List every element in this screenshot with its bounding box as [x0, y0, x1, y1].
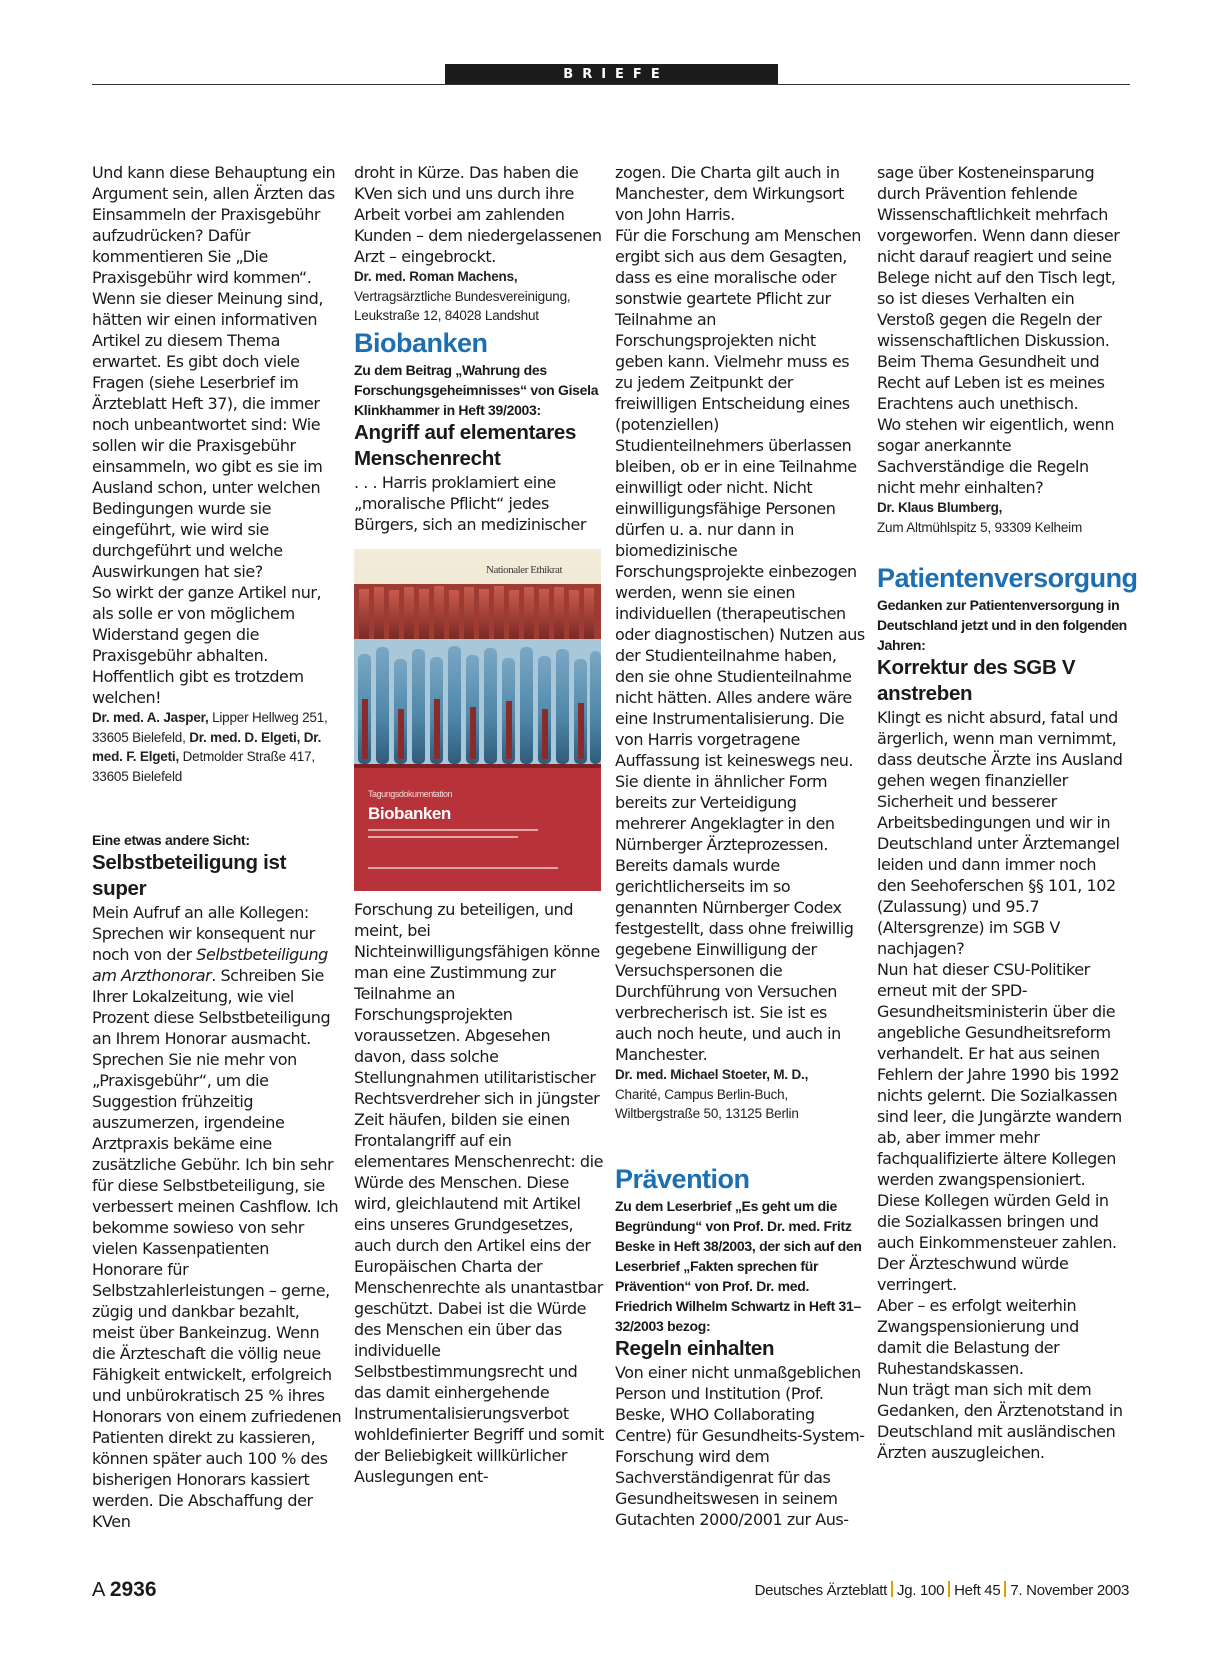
figure-title: Biobanken: [368, 803, 451, 823]
paragraph: Aber – es erfolgt weiterhin Zwangspensionierung und damit die Belastung der Ruhestandskassen.: [877, 1296, 1079, 1378]
letter-intro: Zu dem Beitrag „Wahrung des Forschungsgeheimnisses“ von Gisela Klinkhammer in Heft 39/2003:: [354, 361, 599, 418]
topic-heading: Patientenversorgung: [877, 563, 1138, 593]
column-2: [354, 162, 604, 1487]
paragraph: Wo stehen wir eigentlich, wenn sogar anerkannte Sachverständige die Regeln nicht mehr einhalten?: [877, 415, 1115, 497]
paragraph: . . . Harris proklamiert eine „moralische Pflicht“ jedes Bürgers, sich an medizinischer: [354, 472, 586, 534]
author-signature: Dr. med. Michael Stoeter, M. D., Charité, Campus Berlin-Buch, Wiltbergstraße 50, 13125 Berlin: [615, 1067, 809, 1121]
letter-headline: Selbstbeteiligung ist super: [92, 851, 287, 900]
topic-heading: Prävention: [615, 1163, 750, 1194]
section-tab: BRIEFE: [445, 64, 778, 85]
letter-intro: Gedanken zur Patientenversorgung in Deutschland jetzt und in den folgenden Jahren:: [877, 597, 1127, 653]
paragraph: Für die Forschung am Menschen ergibt sich aus dem Gesagten, dass es eine moralische oder sonstwie geartete Pflicht zur Teilnahme an Forschungsprojekten nicht geben kann. Vielmehr muss es zu jedem Zeitpunkt der freiwilligen Entscheidung eines (potenziellen) Studienteilnehmers überlassen bleiben, ob er in eine Teilnahme einwilligt oder nicht. Nicht einwilligungsfähige Personen dürfen u. a. nur dann in biomedizinische Forschungsprojekte einbezogen werden, wenn sie einen individuellen (therapeutischen oder diagnostischen) Nutzen aus der Studienteilnahme haben, den sie ohne Studienteilnahme nicht hätten. Alles andere wäre eine Instrumentalisierung. Die von Harris vorgetragene Auffassung ist keineswegs neu. Sie diente in ähnlicher Form bereits zur Verteidigung mehrerer Angeklagter in den Nürnberger Ärzteprozessen. Bereits damals wurde gerichtlicherseits im so genannten Nürnberger Codex festgestellt, dass ohne freiwillig gegebene Einwilligung der Versuchspersonen die Durchführung von Versuchen verbrecherisch ist. Sie ist es auch noch heute, und auch in Manchester.: [615, 226, 865, 1064]
paragraph: So wirkt der ganze Artikel nur, als solle er von möglichem Widerstand gegen die Praxisgebühr abhalten. Hoffentlich gibt es trotzdem welchen!: [92, 583, 322, 707]
journal-footer: [755, 1581, 1129, 1599]
paragraph: zogen. Die Charta gilt auch in Manchester, dem Wirkungsort von John Harris.: [615, 163, 844, 224]
paragraph: Klingt es nicht absurd, fatal und ärgerlich, wenn man vernimmt, dass deutsche Ärzte ins Ausland gehen wegen finanzieller Sicherheit und besserer Arbeitsbedingungen und wir in Deutschland unter Ärztemangel leiden und dann immer noch den Seehoferschen §§ 101, 102 (Zulassung) und 95.7 (Altersgrenze) im SGB V nachjagen?: [877, 708, 1123, 958]
footer-separator: [1004, 1581, 1006, 1597]
letter-intro: Eine etwas andere Sicht:: [92, 832, 250, 848]
topic-heading: Biobanken: [354, 327, 488, 358]
journal-volume: Jg. 100: [897, 1582, 945, 1599]
footer-separator: [948, 1581, 950, 1597]
paragraph: Nun trägt man sich mit dem Gedanken, den Ärztenotstand in Deutschland mit ausländischen Ärzten auszugleichen.: [877, 1380, 1123, 1462]
author-signature: Dr. med. A. Jasper, Lipper Hellweg 251, 33605 Bielefeld, Dr. med. D. Elgeti, Dr. med. F. Elgeti, Detmolder Straße 417, 33605 Bielefeld: [92, 710, 328, 784]
journal-issue: Heft 45: [954, 1582, 1001, 1599]
figure-sub-label: Tagungsdokumentation: [368, 788, 453, 799]
paragraph: Und kann diese Behauptung ein Argument sein, allen Ärzten das Einsammeln der Praxisgebühr aufzudrücken? Dafür kommentieren Sie „Die Praxisgebühr wird kommen“. Wenn sie dieser Meinung sind, hätten wir einen informativen Artikel zu diesem Thema erwartet. Es gibt doch viele Fragen (siehe Leserbrief im Ärzteblatt Heft 37), die immer noch unbeantwortet sind: Wie sollen wir die Praxisgebühr einsammeln, wo gibt es sie im Ausland schon, unter welchen Bedingungen wurde sie eingeführt, wie wird sie durchgeführt und welche Auswirkungen hat sie?: [92, 163, 336, 581]
footer-separator: [891, 1581, 893, 1597]
header-rule: [92, 84, 1130, 85]
author-signature: Dr. Klaus Blumberg, Zum Altmühlspitz 5, 93309 Kelheim: [877, 500, 1083, 535]
figure-publisher-label: Nationaler Ethikrat: [486, 563, 563, 576]
column-3: [615, 162, 865, 1530]
letter-headline: Angriff auf elementares Menschenrecht: [354, 420, 577, 470]
letter-headline: Regeln einhalten: [615, 1336, 775, 1360]
letter-intro: Zu dem Leserbrief „Es geht um die Begründung“ von Prof. Dr. med. Fritz Beske in Heft 38/2003, der sich auf den Leserbrief „Fakten sprechen für Prävention“ von Prof. Dr. med. Friedrich Wilhelm Schwartz in Heft 31–32/2003 bezog:: [615, 1197, 862, 1334]
paragraph: Forschung zu beteiligen, und meint, bei Nichteinwilligungsfähigen könne man eine Zustimmung zur Teilnahme an Forschungsprojekten voraussetzen. Abgesehen davon, dass solche Stellungnahmen utilitaristischer Rechtsverdreher sich in jüngster Zeit häufen, bilden sie einen Frontalangriff auf ein elementares Menschenrecht: die Würde des Menschen. Diese wird, gleichlautend mit Artikel eins unseres Grundgesetzes, auch durch den Artikel eins der Europäischen Charta der Menschenrechte als unantastbar geschützt. Dabei ist die Würde des Menschen ein über das individuelle Selbstbestimmungsrecht und das damit einhergehende Instrumentalisierungsverbot wohldefinierter Begriff und somit der Beliebigkeit willkürlicher Auslegungen ent-: [354, 899, 604, 1486]
journal-date: 7. November 2003: [1010, 1582, 1129, 1599]
author-signature: Dr. med. Roman Machens, Vertragsärztliche Bundesvereinigung, Leukstraße 12, 84028 Landshut: [354, 269, 571, 323]
journal-name: Deutsches Ärzteblatt: [754, 1582, 888, 1599]
letter-headline: Korrektur des SGB V anstreben: [877, 656, 1076, 705]
page-number: A 2936: [92, 1578, 157, 1601]
column-1: [92, 162, 342, 1532]
paragraph: Nun hat dieser CSU-Politiker erneut mit der SPD-Gesundheitsministerin über die angebliche Gesundheitsreform verhandelt. Er hat aus seinen Fehlern der Jahre 1990 bis 1992 nichts gelernt. Die Sozialkassen sind leer, die Jungärzte wandern ab, aber immer mehr fachqualifizierte ältere Kollegen werden zwangspensioniert. Diese Kollegen würden Geld in die Sozialkassen bringen und auch Einkommensteuer zahlen. Der Ärzteschwund würde verringert.: [877, 960, 1122, 1294]
paragraph: sage über Kosteneinsparung durch Prävention fehlende Wissenschaftlichkeit mehrfach vorgeworfen. Wenn dann dieser nicht darauf reagiert und seine Belege nicht auf den Tisch legt, so ist dieses Verhalten ein Verstoß gegen die Regeln der wissenschaftlichen Diskussion. Beim Thema Gesundheit und Recht auf Leben ist es meines Erachtens auch unethisch.: [877, 163, 1120, 413]
column-4: [877, 162, 1138, 1463]
paragraph: Mein Aufruf an alle Kollegen: Sprechen wir konsequent nur noch von der Selbstbeteiligung am Arzthonorar. Schreiben Sie Ihrer Lokalzeitung, wie viel Prozent diese Selbstbeteiligung an Ihrem Honorar ausmacht. Sprechen Sie nie mehr von „Praxisgebühr“, um die Suggestion frühzeitig auszumerzen, irgendeine Arztpraxis bekäme eine zusätzliche Gebühr. Ich bin sehr für diese Selbstbeteiligung, sie verbessert meinen Cashflow. Ich bekomme sowieso von sehr vielen Kassenpatienten Honorare für Selbstzahlerleistungen – gerne, zügig und dankbar bezahlt, meist über Bankeinzug. Wenn die Ärzteschaft die völlig neue Fähigkeit entwickelt, erfolgreich und unbürokratisch 25 % ihres Honorars von einem zufriedenen Patienten direkt zu kassieren, können später auch 100 % des bisherigen Honorars kassiert werden. Die Abschaffung der KVen: [92, 903, 342, 1531]
paragraph: Von einer nicht unmaßgeblichen Person und Institution (Prof. Beske, WHO Collaborating Centre) für Gesundheits-System-Forschung wird dem Sachverständigenrat für das Gesundheitswesen in seinem Gutachten 2000/2001 zur Aus-: [615, 1362, 865, 1529]
biobanken-cover-image: [354, 549, 601, 891]
paragraph: droht in Kürze. Das haben die KVen sich und uns durch ihre Arbeit vorbei am zahlenden Kunden – dem niedergelassenen Arzt – eingebrockt.: [354, 163, 602, 266]
